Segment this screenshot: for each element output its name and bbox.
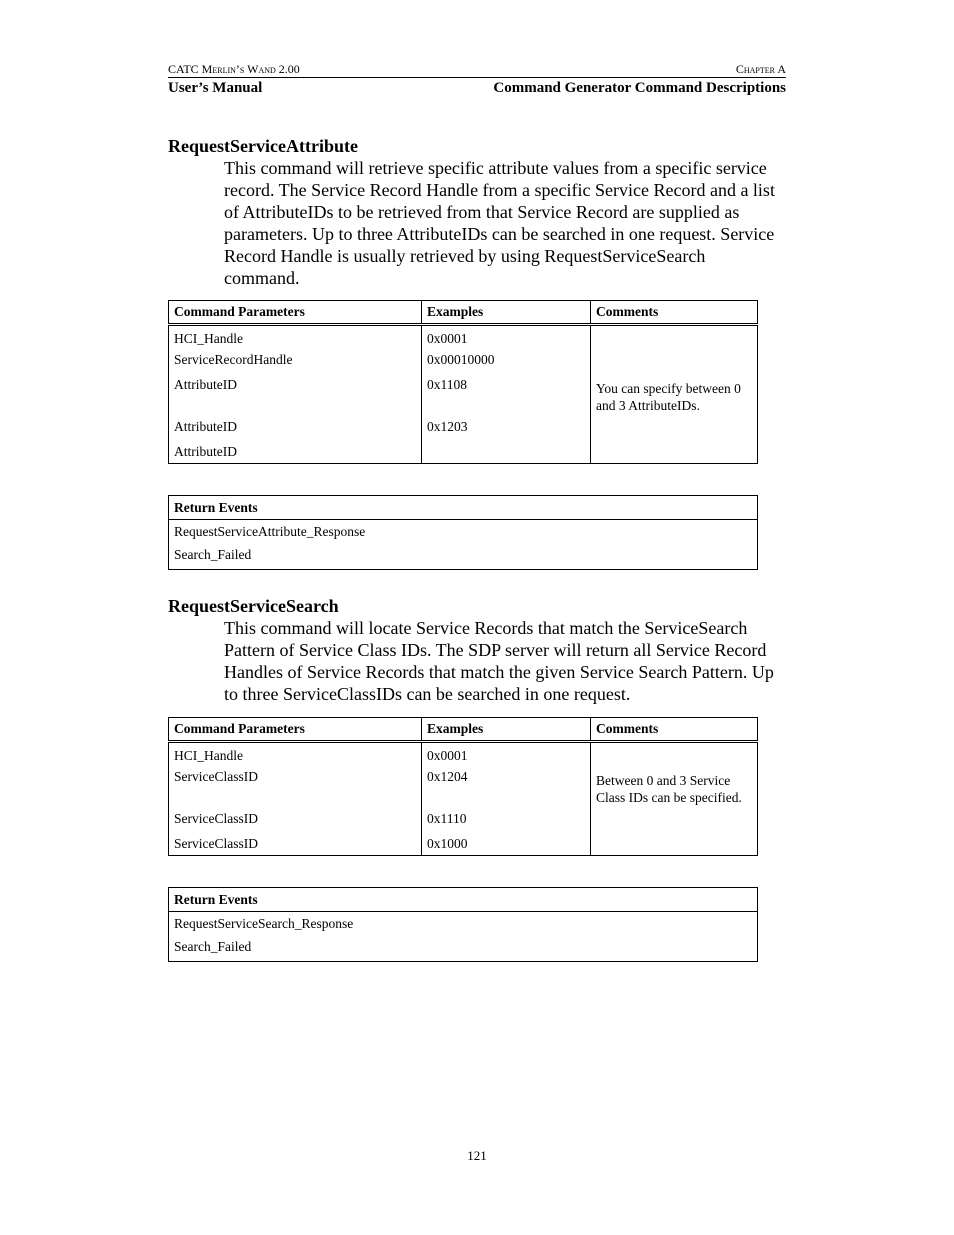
section-title: RequestServiceSearch [168,596,339,616]
param-cell: AttributeID [169,443,422,464]
event-cell: RequestServiceSearch_Response [174,916,354,931]
command-parameters-table [168,300,758,464]
col-header-examples: Examples [422,301,591,325]
running-header [168,62,786,97]
example-cell: 0x1000 [422,835,591,856]
param-cell: AttributeID [169,418,422,443]
param-cell: ServiceClassID [169,810,422,835]
param-cell: AttributeID [169,376,422,418]
command-parameters-table [168,717,758,856]
col-header-params: Command Parameters [169,301,422,325]
table-row [169,520,758,547]
example-cell: 0x0001 [422,325,591,352]
table-row [169,546,758,570]
example-cell: 0x1110 [422,810,591,835]
header-manual: User’s Manual [168,80,263,96]
section-body: This command will locate Service Records that match the ServiceSearch Pattern of Service Class IDs. The SDP server will return all Service Record Handles of Service Records that match the given Service Search Pattern. Up to three ServiceClassIDs can be searched in one request. [224,618,774,704]
example-cell: 0x1203 [422,418,591,443]
col-header-examples: Examples [422,718,591,742]
table-row [169,325,758,352]
example-cell: 0x00010000 [422,351,591,376]
example-cell: 0x1108 [422,376,591,418]
header-section: Command Generator Command Descriptions [493,80,786,96]
col-header-comments: Comments [591,718,758,742]
table-row [169,742,758,769]
example-cell: 0x1204 [422,768,591,810]
col-header-comments: Comments [591,301,758,325]
section-request-service-search [168,595,788,705]
header-rule [168,77,786,78]
param-cell: ServiceRecordHandle [169,351,422,376]
event-cell: RequestServiceAttribute_Response [174,524,366,539]
example-cell [422,443,591,464]
col-header-return-events: Return Events [169,496,758,520]
comment-cell: You can specify between 0 and 3 AttributeIDs. [596,381,741,413]
param-cell: ServiceClassID [169,835,422,856]
event-cell: Search_Failed [174,939,252,954]
param-cell: HCI_Handle [169,325,422,352]
section-title: RequestServiceAttribute [168,136,358,156]
header-doc-title: CATC Merlin’s Wand 2.00 [168,62,300,76]
comment-cell: Between 0 and 3 Service Class IDs can be specified. [596,773,742,805]
section-request-service-attribute [168,135,788,289]
header-chapter: Chapter A [735,62,786,76]
event-cell: Search_Failed [174,547,252,562]
table-row [169,938,758,962]
col-header-params: Command Parameters [169,718,422,742]
return-events-table [168,887,758,962]
param-cell: HCI_Handle [169,742,422,769]
example-cell: 0x0001 [422,742,591,769]
return-events-table [168,495,758,570]
param-cell: ServiceClassID [169,768,422,810]
col-header-return-events: Return Events [169,888,758,912]
table-row [169,912,758,939]
section-body: This command will retrieve specific attribute values from a specific service record. The Service Record Handle from a specific Service Record and a list of AttributeIDs to be retrieved from that Service Record are supplied as parameters. Up to three AttributeIDs can be searched in one request. Service Record Handle is usually retrieved by using RequestServiceSearch command. [224,158,775,288]
page-number: 121 [467,1148,487,1163]
